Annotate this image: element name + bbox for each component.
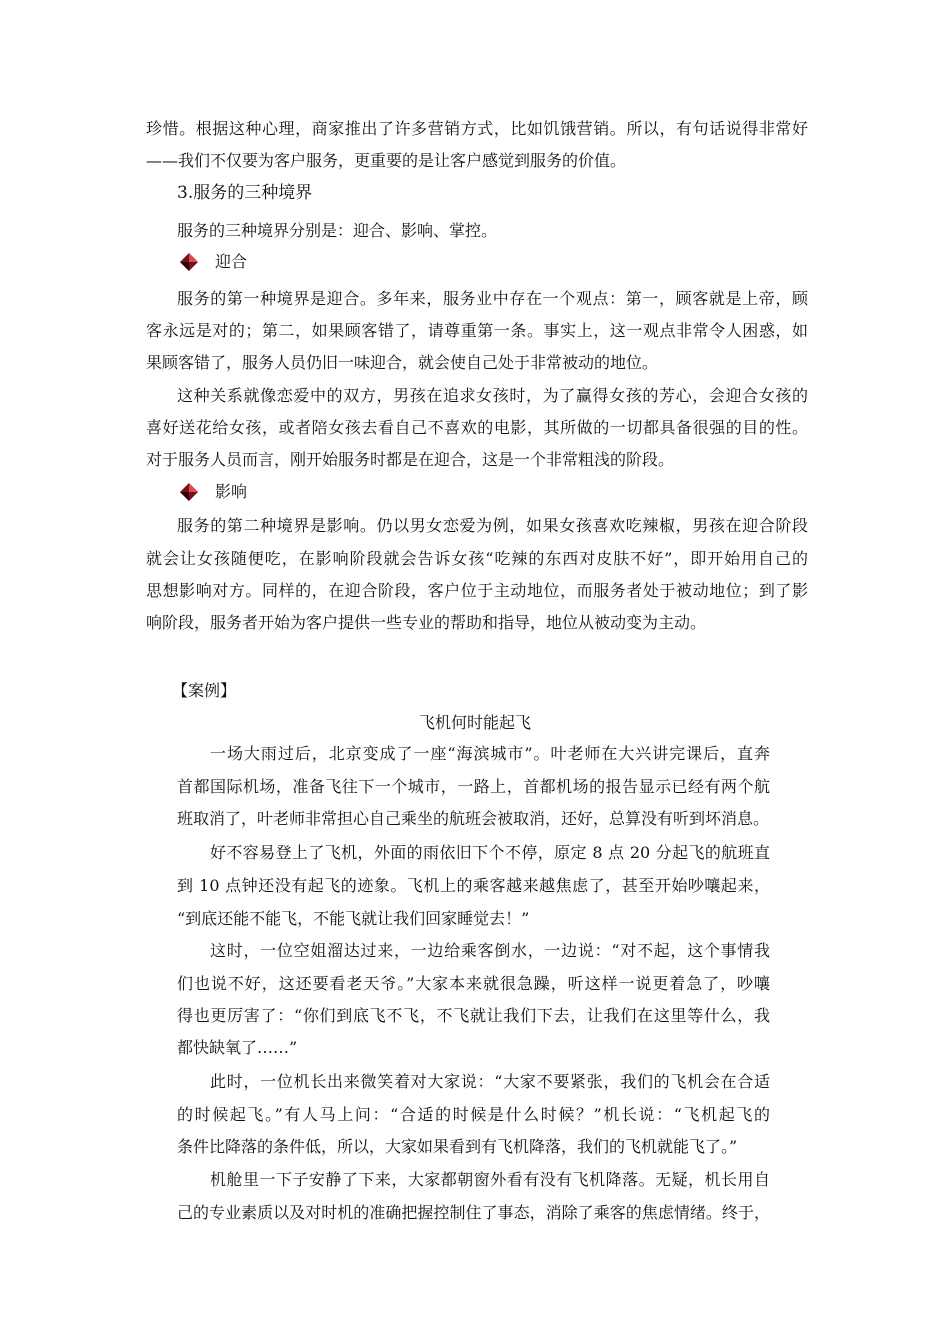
intro-line-1: 珍惜。根据这种心理，商家推出了许多营销方式，比如饥饿营销。所以，有句话说得非常好 bbox=[146, 119, 808, 138]
diamond-bullet-icon bbox=[179, 482, 199, 502]
paragraph-line: 客永远是对的；第二，如果顾客错了，请尊重第一条。事实上，这一观点非常令人困惑，如 bbox=[146, 321, 808, 340]
case-line: “到底还能不能飞，不能飞就让我们回家睡觉去！” bbox=[177, 909, 530, 928]
bullet-label: 影响 bbox=[215, 482, 248, 501]
bullet-yingxiang bbox=[179, 482, 247, 502]
section-heading: 3.服务的三种境界 bbox=[177, 183, 313, 203]
case-line: 一场大雨过后，北京变成了一座“海滨城市”。叶老师在大兴讲完课后，直奔 bbox=[210, 744, 770, 763]
paragraph-line: 思想影响对方。同样的，在迎合阶段，客户位于主动地位，而服务者处于被动地位；到了影 bbox=[146, 581, 808, 600]
case-tag: 【案例】 bbox=[172, 681, 237, 700]
paragraph-line: 服务的第一种境界是迎合。多年来，服务业中存在一个观点：第一，顾客就是上帝，顾 bbox=[177, 289, 808, 308]
intro-line-2: ——我们不仅要为客户服务，更重要的是让客户感觉到服务的价值。 bbox=[146, 151, 627, 170]
case-line: 得也更厉害了：“你们到底飞不飞，不飞就让我们下去，让我们在这里等什么，我 bbox=[177, 1006, 770, 1025]
case-line: 的时候起飞。”有人马上问：“合适的时候是什么时候？”机长说：“飞机起飞的 bbox=[177, 1105, 770, 1124]
case-line: 都快缺氧了……” bbox=[177, 1038, 298, 1057]
case-line: 条件比降落的条件低，所以，大家如果看到有飞机降落，我们的飞机就能飞了。” bbox=[177, 1137, 738, 1156]
section-summary: 服务的三种境界分别是：迎合、影响、掌控。 bbox=[177, 221, 498, 240]
paragraph-line: 就会让女孩随便吃，在影响阶段就会告诉女孩“吃辣的东西对皮肤不好”，即开始用自己的 bbox=[146, 549, 808, 568]
paragraph-line: 这种关系就像恋爱中的双方，男孩在追求女孩时，为了赢得女孩的芳心，会迎合女孩的 bbox=[177, 386, 808, 405]
paragraph-line: 果顾客错了，服务人员仍旧一味迎合，就会使自己处于非常被动的地位。 bbox=[146, 353, 659, 372]
diamond-bullet-icon bbox=[179, 252, 199, 272]
case-line: 班取消了，叶老师非常担心自己乘坐的航班会被取消，还好，总算没有听到坏消息。 bbox=[177, 809, 770, 828]
case-line: 到 10 点钟还没有起飞的迹象。飞机上的乘客越来越焦虑了，甚至开始吵嚷起来， bbox=[177, 876, 770, 895]
case-line: 首都国际机场，准备飞往下一个城市，一路上，首都机场的报告显示已经有两个航 bbox=[177, 777, 770, 796]
paragraph-line: 对于服务人员而言，刚开始服务时都是在迎合，这是一个非常粗浅的阶段。 bbox=[146, 450, 675, 469]
case-line: 己的专业素质以及对时机的准确把握控制住了事态，消除了乘客的焦虑情绪。终于， bbox=[177, 1203, 770, 1222]
paragraph-line: 响阶段，服务者开始为客户提供一些专业的帮助和指导，地位从被动变为主动。 bbox=[146, 613, 707, 632]
case-line: 此时，一位机长出来微笑着对大家说：“大家不要紧张，我们的飞机会在合适 bbox=[210, 1072, 770, 1091]
case-line: 机舱里一下子安静了下来，大家都朝窗外看有没有飞机降落。无疑，机长用自 bbox=[210, 1170, 770, 1189]
case-line: 们也说不好，这还要看老天爷。”大家本来就很急躁，听这样一说更着急了，吵嚷 bbox=[177, 974, 770, 993]
bullet-yinghe bbox=[179, 252, 247, 272]
paragraph-line: 服务的第二种境界是影响。仍以男女恋爱为例，如果女孩喜欢吃辣椒，男孩在迎合阶段 bbox=[177, 516, 808, 535]
case-line: 好不容易登上了飞机，外面的雨依旧下个不停，原定 8 点 20 分起飞的航班直 bbox=[210, 843, 770, 862]
case-line: 这时，一位空姐溜达过来，一边给乘客倒水，一边说：“对不起，这个事情我 bbox=[210, 941, 770, 960]
paragraph-line: 喜好送花给女孩，或者陪女孩去看自己不喜欢的电影，其所做的一切都具备很强的目的性。 bbox=[146, 418, 808, 437]
bullet-label: 迎合 bbox=[215, 252, 248, 271]
case-title: 飞机何时能起飞 bbox=[418, 713, 531, 732]
